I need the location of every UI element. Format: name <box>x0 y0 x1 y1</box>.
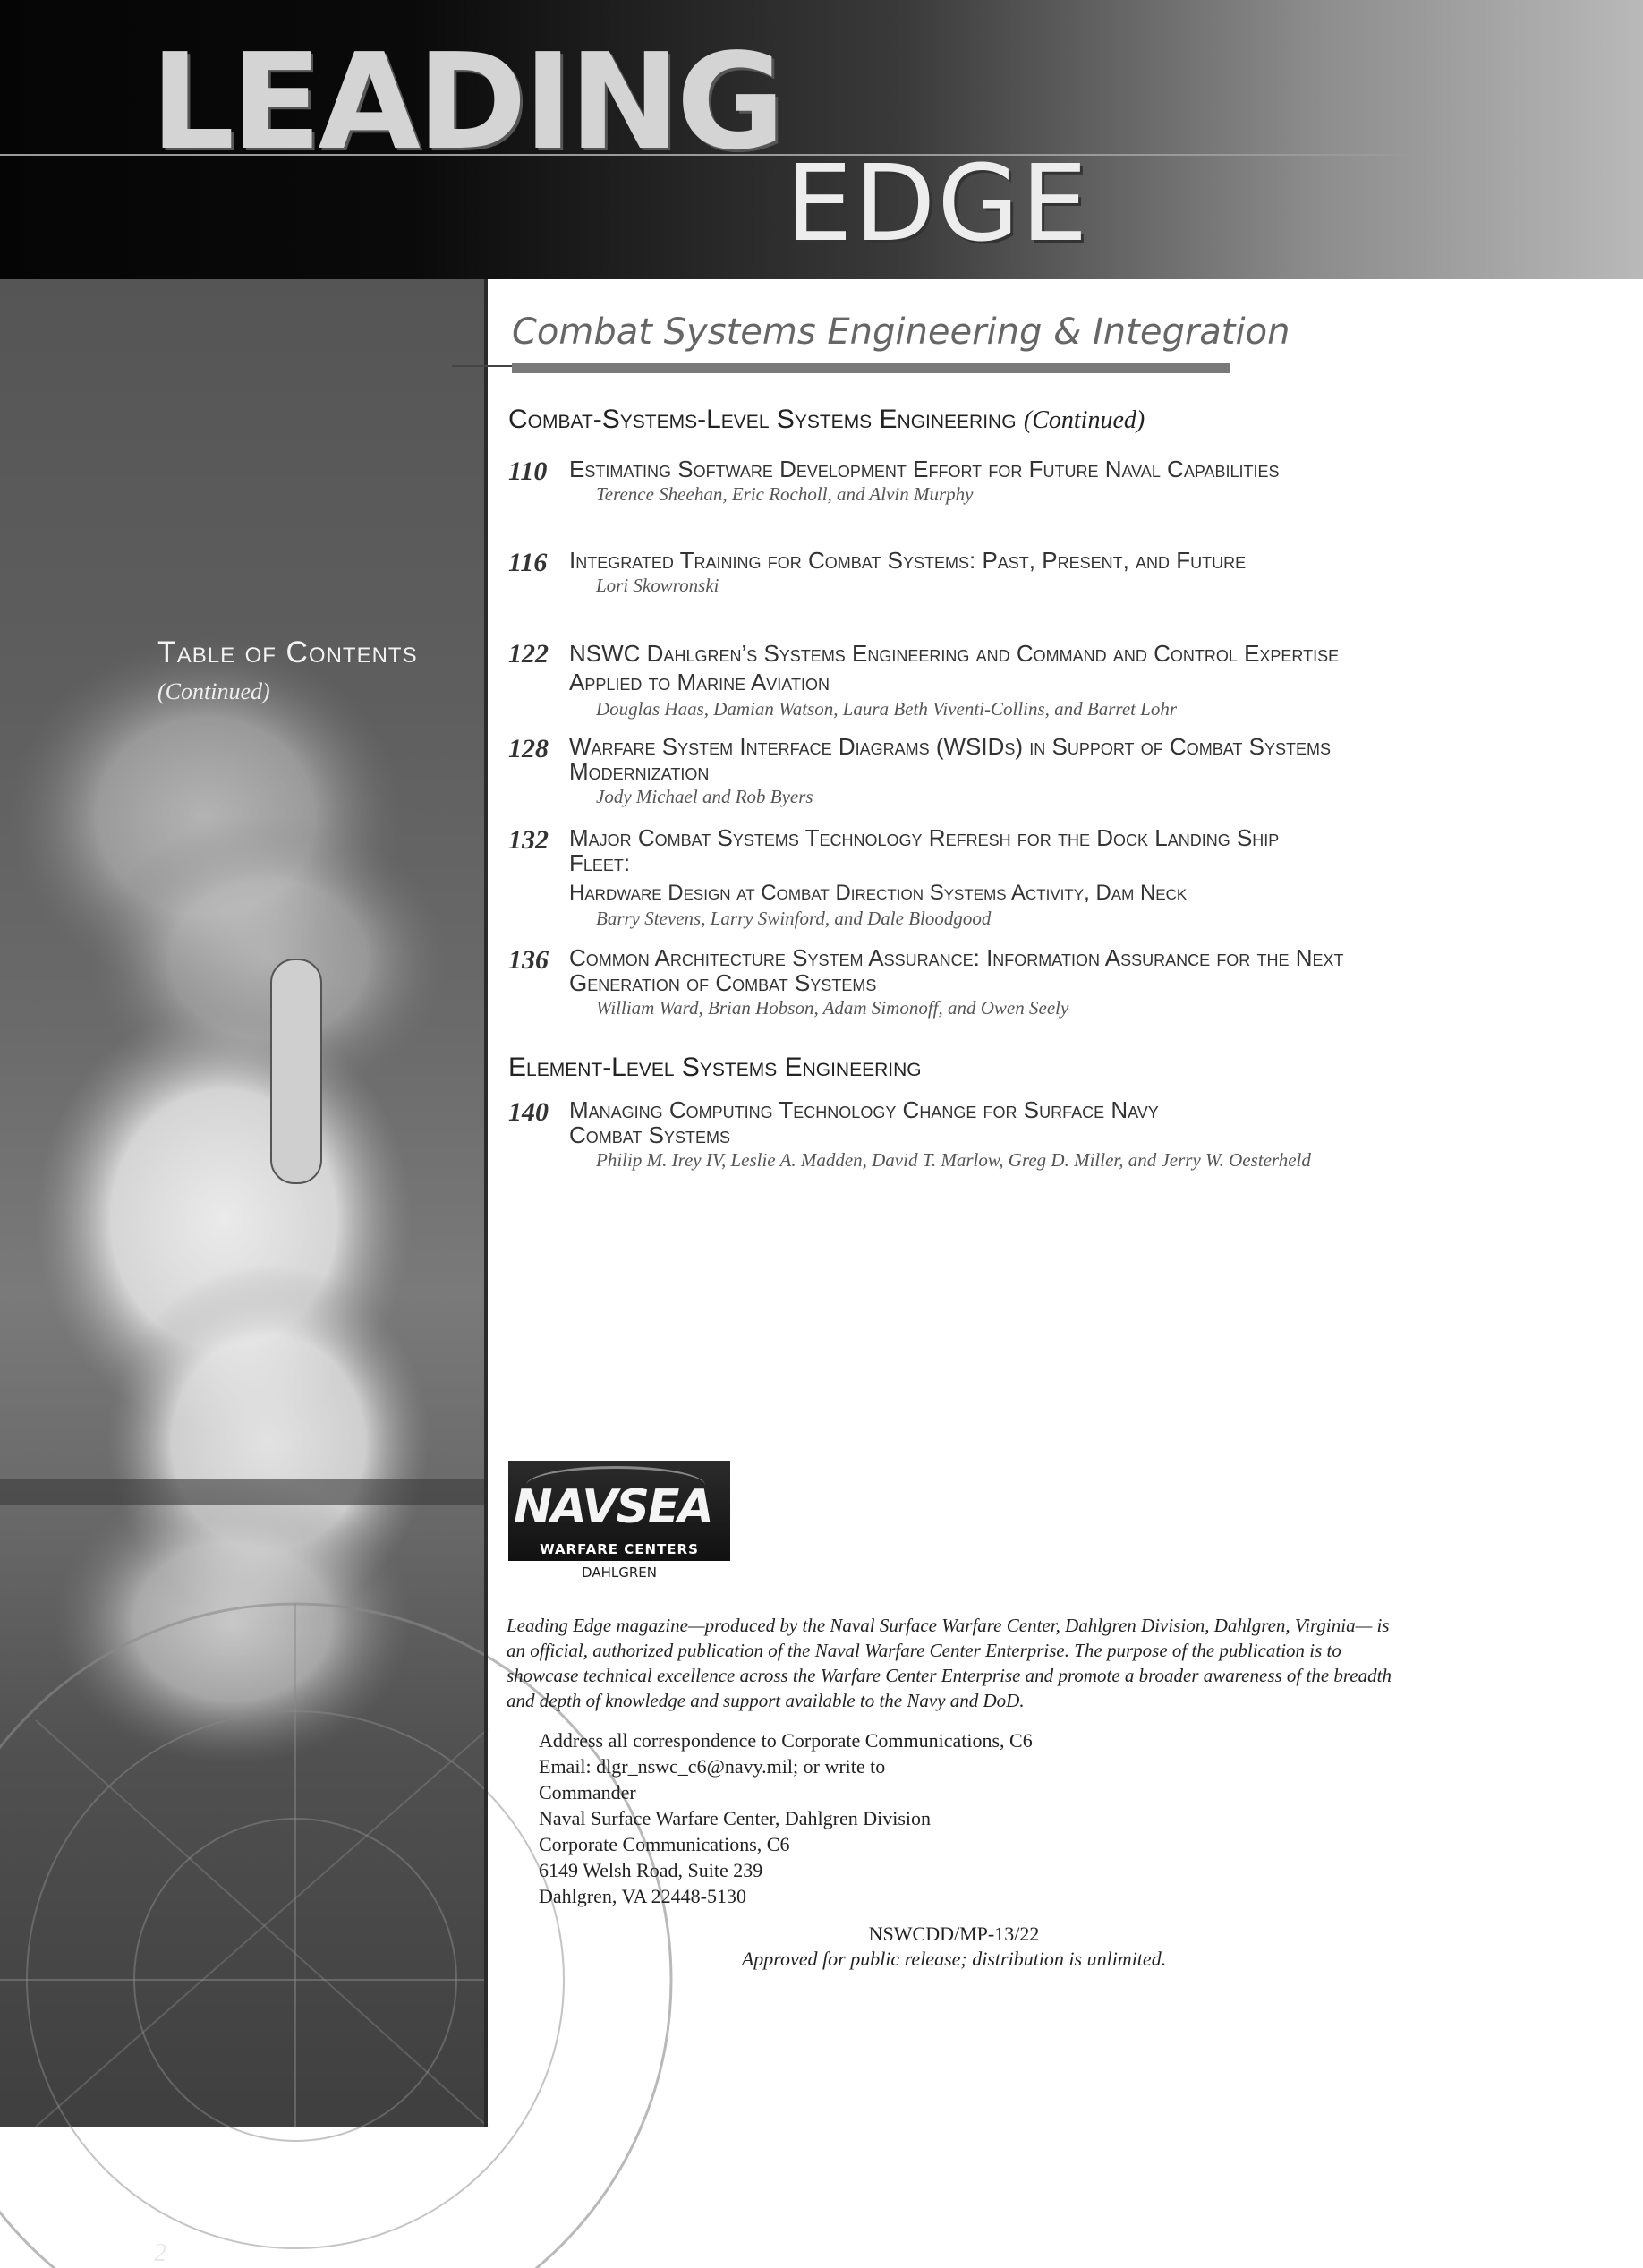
entry-page-number: 116 <box>508 548 548 577</box>
missile-launch-photo <box>0 279 488 2127</box>
entry-title-main: Major Combat Systems Technology Refresh for the Dock Landing Ship Fleet: <box>569 824 1280 876</box>
masthead-leading: LEADING <box>150 25 782 179</box>
entry-page-number: 128 <box>508 734 549 763</box>
address-line: Dahlgren, VA 22448-5130 <box>539 1885 747 1907</box>
navsea-logo-plate <box>508 1461 730 1561</box>
cover-photo-column <box>0 279 488 2267</box>
navsea-wordmark: NAVSEA <box>514 1480 712 1534</box>
address-line: Naval Surface Warfare Center, Dahlgren Division <box>539 1807 931 1829</box>
page-number: 2 <box>154 2239 166 2267</box>
entry-page-number: 122 <box>508 639 549 669</box>
toc-entry[interactable] <box>508 639 1403 721</box>
release-statement: Approved for public release; distribution is unlimited. <box>741 1948 1167 1970</box>
entry-authors: Terence Sheehan, Eric Rocholl, and Alvin Murphy <box>596 483 974 505</box>
section-title-bar <box>512 363 1230 373</box>
masthead-banner <box>0 0 1643 279</box>
address-line: 6149 Welsh Road, Suite 239 <box>539 1859 763 1881</box>
entry-title: Integrated Training for Combat Systems: Past, Present, and Future <box>569 547 1247 574</box>
entry-subtitle: Hardware Design at Combat Direction Systems Activity, Dam Neck <box>569 881 1188 905</box>
toc-entry[interactable] <box>508 548 1403 598</box>
entry-authors: Philip M. Irey IV, Leslie A. Madden, David T. Marlow, Greg D. Miller, and Jerry W. Oesterheld <box>596 1149 1311 1171</box>
address-line: Email: dlgr_nswc_c6@navy.mil; or write to <box>539 1755 886 1778</box>
toc-entry[interactable] <box>508 456 1403 507</box>
address-line: Address all correspondence to Corporate Communications, C6 <box>539 1729 1033 1752</box>
entry-page-number: 140 <box>508 1097 549 1127</box>
entry-page-number: 132 <box>508 825 549 855</box>
entry-authors: Barry Stevens, Larry Swinford, and Dale Bloodgood <box>596 908 992 929</box>
entry-page-number: 136 <box>508 945 549 975</box>
entry-authors: William Ward, Brian Hobson, Adam Simonoff, and Owen Seely <box>596 997 1069 1019</box>
entry-page-number: 110 <box>508 456 548 486</box>
address-line: Commander <box>539 1781 636 1803</box>
entry-title: NSWC Dahlgren’s Systems Engineering and Command and Control Expertise Applied to Marine Aviation <box>569 640 1340 695</box>
toc-continued-label: (Continued) <box>157 678 270 704</box>
toc-heading: Table of Contents <box>157 635 418 669</box>
address-line: Corporate Communications, C6 <box>539 1833 790 1855</box>
subhead-element-level: Element-Level Systems Engineering <box>508 1053 922 1082</box>
navsea-logo <box>508 1461 730 1584</box>
missile-shape <box>271 959 321 1183</box>
logo-dahlgren: DAHLGREN <box>582 1565 657 1581</box>
correspondence-address <box>539 1727 1033 1909</box>
entry-title: Estimating Software Development Effort for Future Naval Capabilities <box>569 456 1280 482</box>
masthead-edge: EDGE <box>786 141 1090 265</box>
heading-connector-line <box>452 365 515 367</box>
toc-entry[interactable] <box>508 734 1403 809</box>
entry-authors: Lori Skowronski <box>596 575 719 596</box>
entry-title: Warfare System Interface Diagrams (WSIDs) in Support of Combat Systems Modernization <box>569 733 1331 785</box>
toc-entry[interactable] <box>508 825 1403 931</box>
entry-title <box>569 825 1321 906</box>
toc-entry[interactable] <box>508 945 1403 1020</box>
logo-warfare-centers: WARFARE CENTERS <box>540 1541 699 1557</box>
entry-authors: Douglas Haas, Damian Watson, Laura Beth Viventi-Collins, and Barret Lohr <box>596 698 1178 720</box>
entry-authors: Jody Michael and Rob Byers <box>596 786 813 807</box>
entry-title: Common Architecture System Assurance: Information Assurance for the Next Generation of Combat Systems <box>569 944 1344 996</box>
magazine-description: Leading Edge magazine—produced by the Naval Surface Warfare Center, Dahlgren Division, Dahlgren, Virginia— is an official, authorized publication of the Naval Warfare Center Enterprise. The purpose of the publication is to showcase technical excellence across the Warfare Center Enterprise and promote a broader awareness of the breadth and depth of knowledge and support available to the Navy and DoD. <box>507 1615 1392 1711</box>
section-title: Combat Systems Engineering & Integration <box>512 311 1290 353</box>
subhead-combat-systems-level: Combat-Systems-Level Systems Engineering (Continued) <box>508 405 1145 434</box>
toc-entry[interactable] <box>508 1097 1403 1172</box>
document-number: NSWCDD/MP-13/22 <box>868 1923 1040 1945</box>
entry-title: Managing Computing Technology Change for Surface Navy Combat Systems <box>569 1096 1159 1148</box>
